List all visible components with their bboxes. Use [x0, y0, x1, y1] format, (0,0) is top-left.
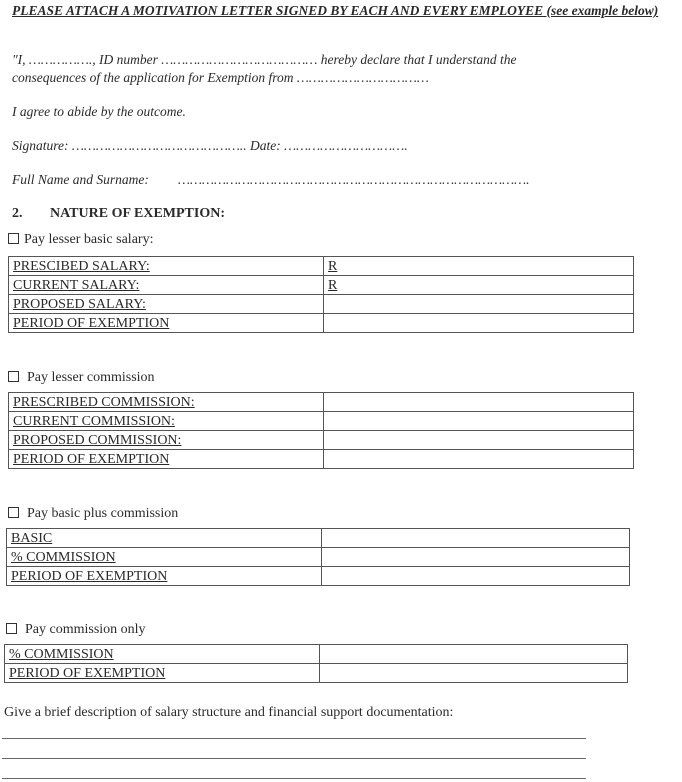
row-label: PROPOSED COMMISSION:	[9, 431, 324, 450]
table-row	[5, 664, 628, 683]
row-label: % COMMISSION	[7, 548, 322, 567]
row-value[interactable]	[324, 412, 634, 431]
signature-date-line[interactable]: Signature: …………………………………….. Date: ………………………….	[12, 138, 408, 153]
lesser-commission-table	[8, 392, 634, 469]
full-name-field[interactable]: …………………………………………………………………………….	[178, 172, 530, 187]
option-label: Pay lesser commission	[27, 370, 155, 385]
description-line[interactable]	[2, 758, 586, 759]
row-label: PRESCRIBED COMMISSION:	[9, 393, 324, 412]
row-value[interactable]	[322, 548, 630, 567]
checkbox-icon[interactable]	[6, 623, 17, 634]
table-row	[9, 412, 634, 431]
row-value[interactable]	[324, 431, 634, 450]
checkbox-icon[interactable]	[8, 507, 19, 518]
declaration-line-2: consequences of the application for Exemption from ……………………………	[12, 70, 429, 85]
basic-plus-commission-table	[6, 528, 630, 586]
option-label: Pay basic plus commission	[27, 506, 179, 521]
row-value[interactable]	[324, 295, 634, 314]
table-row	[7, 548, 630, 567]
table-row	[9, 257, 634, 276]
description-line[interactable]	[2, 778, 586, 779]
description-line[interactable]	[2, 738, 586, 739]
table-row	[9, 450, 634, 469]
row-value[interactable]	[324, 450, 634, 469]
attach-letter-heading: PLEASE ATTACH A MOTIVATION LETTER SIGNED BY EACH AND EVERY EMPLOYEE (see example below)	[12, 3, 659, 18]
option-label: Pay lesser basic salary:	[24, 232, 154, 247]
table-row	[7, 567, 630, 586]
option-basic-plus-commission[interactable]	[8, 506, 178, 522]
row-value[interactable]	[322, 529, 630, 548]
row-label: CURRENT SALARY:	[9, 276, 324, 295]
section-number: 2.	[12, 206, 23, 221]
full-name-label: Full Name and Surname:	[12, 172, 149, 187]
row-label: BASIC	[7, 529, 322, 548]
row-value[interactable]: R	[324, 257, 634, 276]
row-value[interactable]	[324, 393, 634, 412]
option-commission-only[interactable]	[6, 622, 146, 638]
row-label: PERIOD OF EXEMPTION	[9, 450, 324, 469]
table-row	[5, 645, 628, 664]
table-row	[9, 314, 634, 333]
commission-only-table	[4, 644, 628, 683]
row-label: PERIOD OF EXEMPTION	[7, 567, 322, 586]
row-value[interactable]	[320, 645, 628, 664]
row-value[interactable]	[320, 664, 628, 683]
lesser-salary-table	[8, 256, 634, 333]
option-lesser-basic-salary[interactable]	[8, 232, 153, 248]
row-value[interactable]	[324, 314, 634, 333]
row-label: % COMMISSION	[5, 645, 320, 664]
row-label: PRESCIBED SALARY:	[9, 257, 324, 276]
table-row	[7, 529, 630, 548]
table-row	[9, 393, 634, 412]
declaration-line-1: "I, ……………., ID number ………………………………… hereby declare that I understand the	[12, 52, 517, 67]
row-label: PERIOD OF EXEMPTION	[5, 664, 320, 683]
row-label: PERIOD OF EXEMPTION	[9, 314, 324, 333]
checkbox-icon[interactable]	[8, 371, 19, 382]
option-label: Pay commission only	[25, 622, 146, 637]
table-row	[9, 295, 634, 314]
section-title: NATURE OF EXEMPTION:	[50, 206, 225, 221]
row-label: CURRENT COMMISSION:	[9, 412, 324, 431]
row-label: PROPOSED SALARY:	[9, 295, 324, 314]
table-row	[9, 276, 634, 295]
agree-statement: I agree to abide by the outcome.	[12, 104, 186, 119]
table-row	[9, 431, 634, 450]
row-value[interactable]	[322, 567, 630, 586]
description-prompt: Give a brief description of salary structure and financial support documentation:	[4, 705, 454, 720]
checkbox-icon[interactable]	[8, 233, 19, 244]
option-lesser-commission[interactable]	[8, 370, 155, 386]
row-value[interactable]: R	[324, 276, 634, 295]
